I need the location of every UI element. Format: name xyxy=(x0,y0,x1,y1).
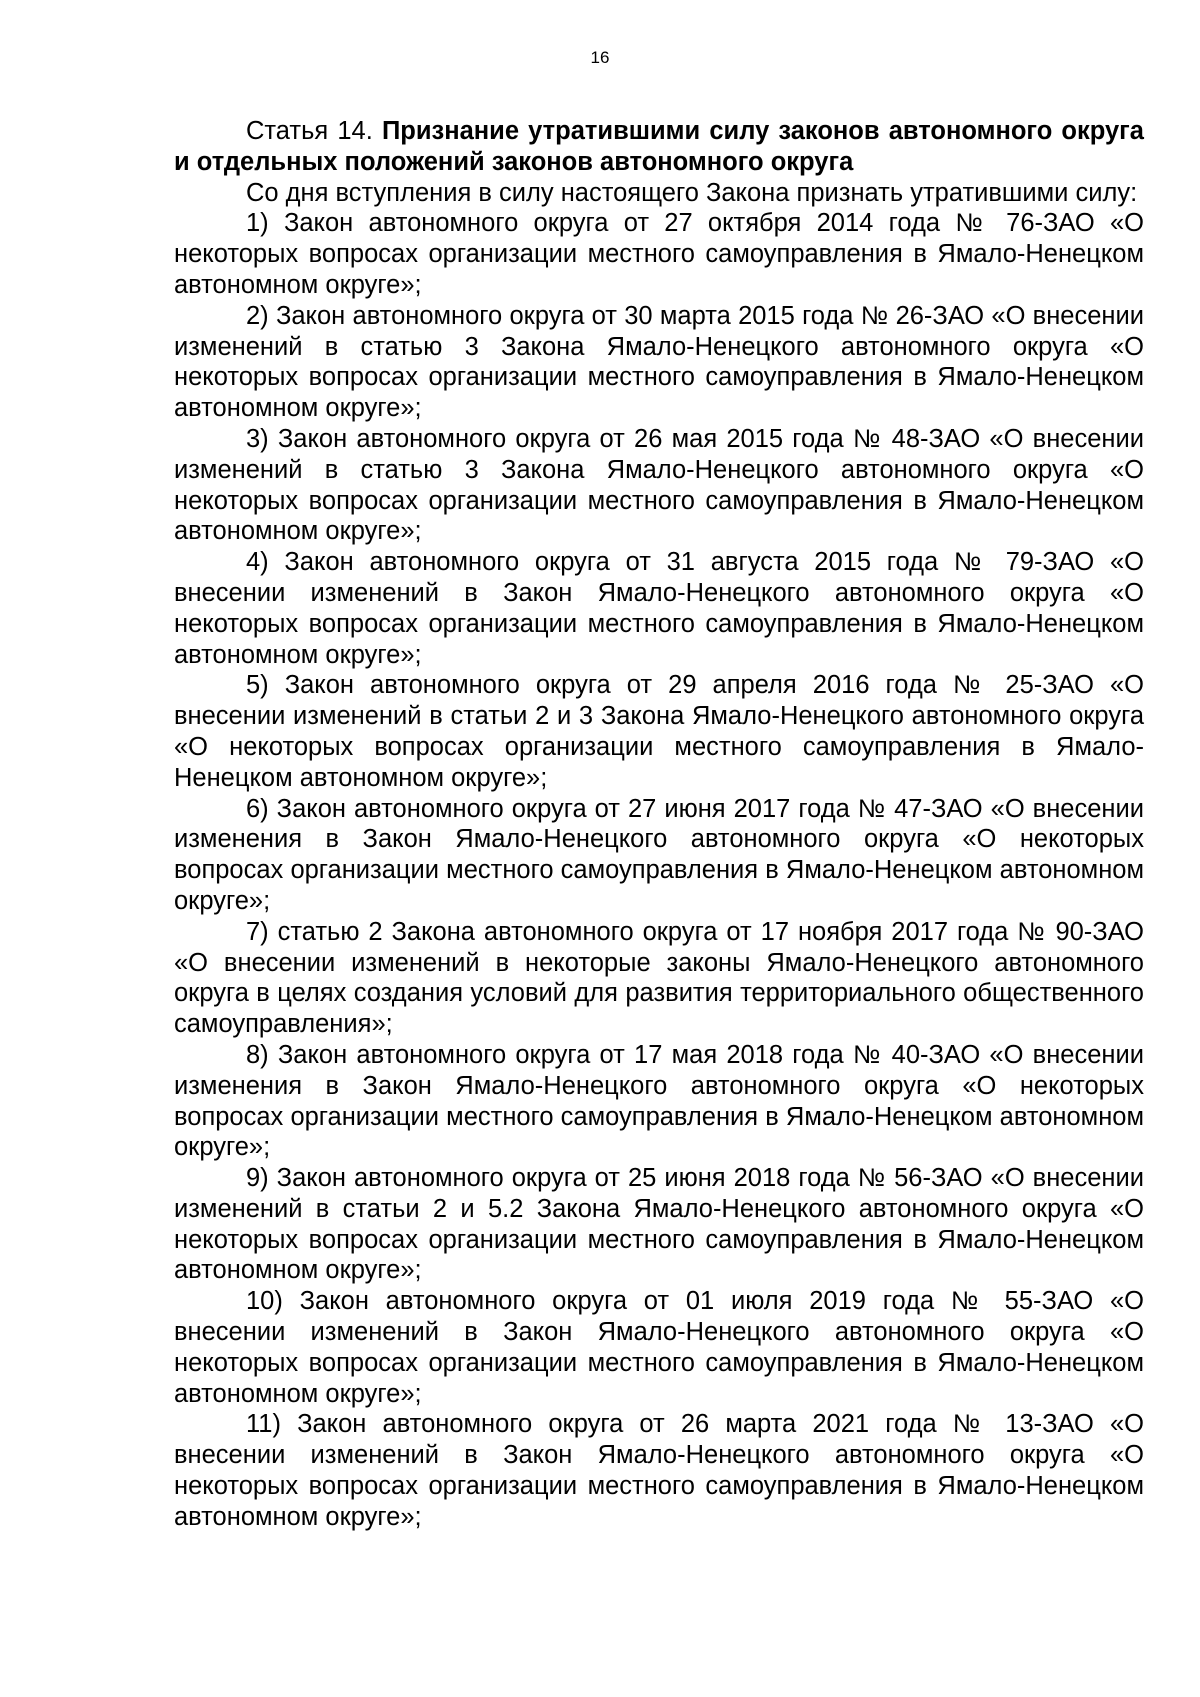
page-number: 16 xyxy=(590,48,610,67)
list-item: 11) Закон автономного округа от 26 марта 2021 года № 13-ЗАО «О внесении изменений в Закон Ямало-Ненецкого автономного округа «О некоторых вопросах организации местного самоуправления в Ямало-Ненецком автономном округе»; xyxy=(174,1410,1144,1531)
list-item: 10) Закон автономного округа от 01 июля 2019 года № 55-ЗАО «О внесении изменений в Закон Ямало-Ненецкого автономного округа «О некоторых вопросах организации местного самоуправления в Ямало-Ненецком автономном округе»; xyxy=(174,1287,1144,1408)
list-item: 3) Закон автономного округа от 26 мая 2015 года № 48-ЗАО «О внесении изменений в статью 3 Закона Ямало-Ненецкого автономного округа «О некоторых вопросах организации местного самоуправления в Ямало-Ненецком автономном округе»; xyxy=(174,424,1144,546)
list-item: 9) Закон автономного округа от 25 июня 2018 года № 56-ЗАО «О внесении изменений в статьи 2 и 5.2 Закона Ямало-Ненецкого автономного округа «О некоторых вопросах организации местного самоуправления в Ямало-Ненецком автономном округе»; xyxy=(174,1164,1144,1285)
list-item: 5) Закон автономного округа от 29 апреля 2016 года № 25-ЗАО «О внесении изменений в статьи 2 и 3 Закона Ямало-Ненецкого автономного округа «О некоторых вопросах организации местного самоуправления в Ямало-Ненецком автономном округе»; xyxy=(174,671,1144,792)
list-item: 6) Закон автономного округа от 27 июня 2017 года № 47-ЗАО «О внесении изменения в Закон Ямало-Ненецкого автономного округа «О некоторых вопросах организации местного самоуправления в Ямало-Ненецком автономном округе»; xyxy=(174,794,1144,915)
document-body xyxy=(174,116,1144,1533)
list-item: 4) Закон автономного округа от 31 августа 2015 года № 79-ЗАО «О внесении изменений в Закон Ямало-Ненецкого автономного округа «О некоторых вопросах организации местного самоуправления в Ямало-Ненецком автономном округе»; xyxy=(174,548,1144,669)
list-item: 8) Закон автономного округа от 17 мая 2018 года № 40-ЗАО «О внесении изменения в Закон Ямало-Ненецкого автономного округа «О некоторых вопросах организации местного самоуправления в Ямало-Ненецком автономном округе»; xyxy=(174,1040,1144,1162)
article-heading xyxy=(174,116,1144,178)
list-item: 1) Закон автономного округа от 27 октября 2014 года № 76-ЗАО «О некоторых вопросах организации местного самоуправления в Ямало-Ненецком автономном округе»; xyxy=(174,209,1144,299)
article-intro: Со дня вступления в силу настоящего Закона признать утратившими силу: xyxy=(246,178,1138,207)
list-item: 7) статью 2 Закона автономного округа от 17 ноября 2017 года № 90-ЗАО «О внесении изменений в некоторые законы Ямало-Ненецкого автономного округа в целях создания условий для развития территориального общественного самоуправления»; xyxy=(174,917,1144,1039)
article-title: Признание утратившими силу законов автономного округа и отдельных положений законов автономного округа xyxy=(174,117,1144,176)
article-label: Статья 14. xyxy=(246,117,373,145)
list-item: 2) Закон автономного округа от 30 марта 2015 года № 26-ЗАО «О внесении изменений в статью 3 Закона Ямало-Ненецкого автономного округа «О некоторых вопросах организации местного самоуправления в Ямало-Ненецком автономном округе»; xyxy=(174,301,1144,423)
